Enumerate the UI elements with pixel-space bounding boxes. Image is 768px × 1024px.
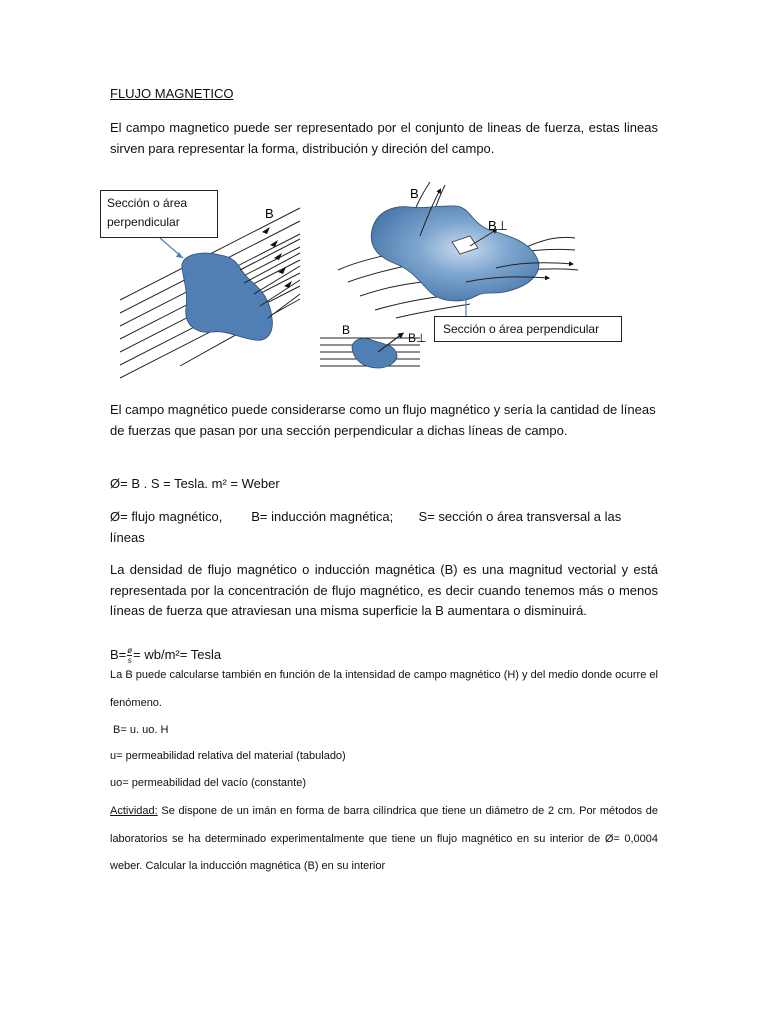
- callout-left: [100, 190, 218, 238]
- paragraph-4: La B puede calcularse también en función de la intensidad de campo magnético (H) y del medio donde ocurre el fenómeno.: [110, 669, 658, 709]
- definition-u: u= permeabilidad relativa del material (tabulado): [110, 750, 346, 762]
- label-b-right: B: [410, 186, 419, 201]
- formula-prefix: B=: [110, 647, 127, 662]
- paragraph-2: El campo magnético puede considerarse como un flujo magnético y sería la cantidad de líneas de fuerzas que pasan por una sección perpendicular a dichas líneas de campo.: [110, 402, 656, 438]
- intro-paragraph: El campo magnetico puede ser representado por el conjunto de lineas de fuerza, estas lineas sirven para representar la forma, distribución y direción del campo.: [110, 120, 658, 156]
- callout-left-text: Sección o área perpendicular: [107, 196, 188, 229]
- left-area-blob: [182, 253, 273, 340]
- label-b-small: B: [342, 323, 351, 337]
- page-title: FLUJO MAGNETICO: [110, 86, 234, 101]
- activity-label: Actividad:: [110, 805, 158, 817]
- equation-b-u-uo-h: B= u. uo. H: [110, 724, 169, 736]
- paragraph-3: La densidad de flujo magnético o inducción magnética (B) es una magnitud vectorial y está representada por la concentración de flujo magnético, es decir cuando tenemos más o menos líneas de fuerza que atraviesan una misma superficie la B aumentara o disminuirá.: [110, 562, 658, 618]
- fraction-numerator: ø: [127, 646, 133, 656]
- callout-right-text: Sección o área perpendicular: [443, 322, 600, 336]
- activity-text: Se dispone de un imán en forma de barra cilíndrica que tiene un diámetro de 2 cm. Por métodos de laboratorios se ha determinado experimentalmente que tiene un flujo magnético en su interior de Ø= 0,0004 weber. Calcular la inducción magnética (B) en su interior: [110, 805, 658, 872]
- definitions: Ø= flujo magnético, B= inducción magnética; S= sección o área transversal a las líneas: [110, 509, 625, 545]
- activity-paragraph: [110, 798, 658, 881]
- fraction-denominator: s: [127, 656, 132, 666]
- equation-flux: Ø= B . S = Tesla. m² = Weber: [110, 476, 280, 491]
- definition-uo: uo= permeabilidad del vacío (constante): [110, 777, 306, 789]
- label-bperp-small: B⊥: [408, 331, 427, 345]
- label-b-left: B: [265, 206, 274, 221]
- label-bperp-right: B⊥: [488, 218, 508, 233]
- callout-right: [434, 316, 622, 342]
- formula-suffix: = wb/m²= Tesla: [133, 647, 222, 662]
